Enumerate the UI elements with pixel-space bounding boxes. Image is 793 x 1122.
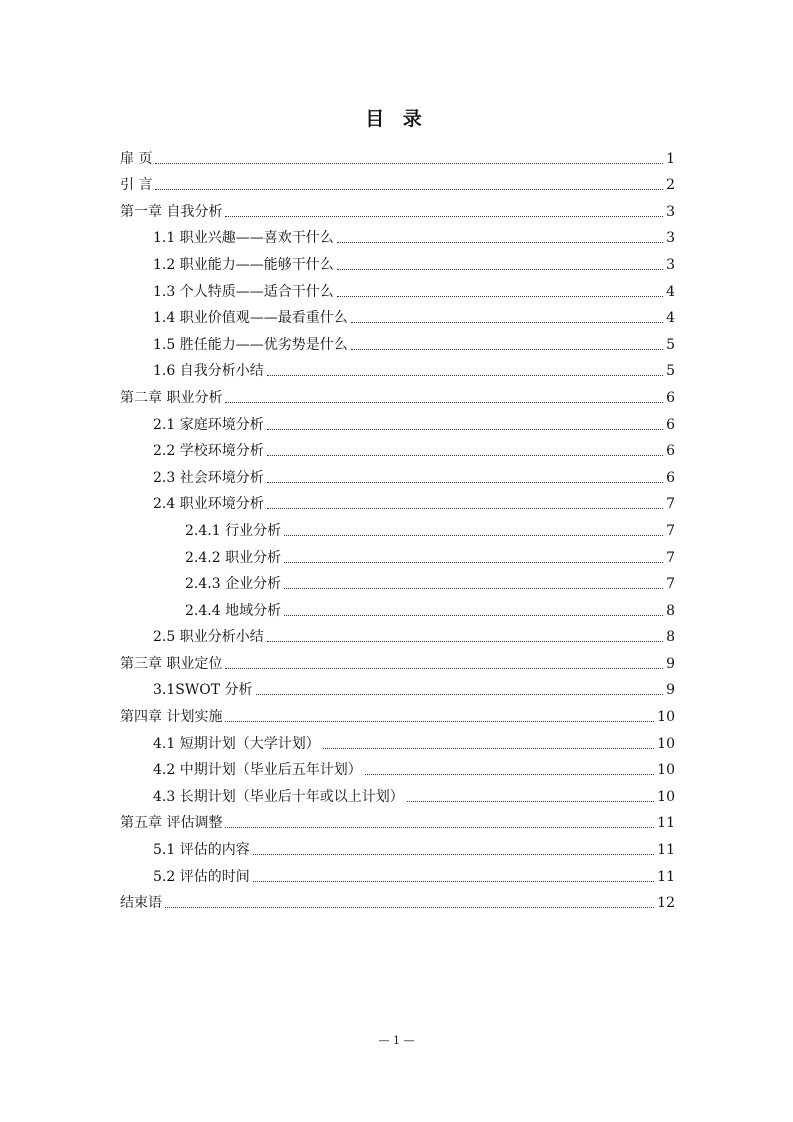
toc-entry[interactable]: [120, 886, 675, 913]
toc-entry[interactable]: [120, 487, 675, 514]
toc-entry[interactable]: [120, 779, 675, 806]
dot-leader: [225, 667, 663, 669]
toc-entry-label: 2.4.3 企业分析: [185, 576, 282, 593]
page-footer: — 1 —: [378, 1034, 415, 1047]
toc-entry-label: 第二章 职业分析: [120, 389, 223, 406]
dot-leader: [267, 454, 663, 456]
toc-entry-label: 1.3 个人特质——适合干什么: [153, 283, 334, 300]
dot-leader: [155, 188, 663, 190]
toc-entry[interactable]: [120, 327, 675, 354]
toc-entry-label: 2.4.1 行业分析: [185, 522, 282, 539]
toc-entry-label: 引 言: [120, 177, 153, 194]
toc-entry[interactable]: [120, 726, 675, 753]
dot-leader: [165, 906, 654, 908]
toc-entry-label: 2.4.2 职业分析: [185, 549, 282, 566]
dot-leader: [267, 481, 663, 483]
dot-leader: [337, 241, 663, 243]
toc-entry-page-number: 8: [666, 629, 675, 646]
toc-entry-page-number: 7: [666, 549, 675, 566]
toc-entry-page-number: 10: [657, 762, 675, 779]
toc-entry-label: 2.2 学校环境分析: [153, 443, 264, 460]
toc-entry-page-number: 11: [657, 868, 675, 885]
dot-leader: [225, 215, 663, 217]
toc-entry-label: 2.4.4 地域分析: [185, 602, 282, 619]
toc-entry-label: 第四章 计划实施: [120, 709, 223, 726]
toc-entry-page-number: 1: [666, 150, 675, 167]
toc-entry-page-number: 3: [666, 230, 675, 247]
toc-entry-label: 第一章 自我分析: [120, 203, 223, 220]
toc-entry-label: 1.5 胜任能力——优劣势是什么: [153, 336, 348, 353]
dot-leader: [337, 268, 663, 270]
toc-entry[interactable]: [120, 407, 675, 434]
toc-entry[interactable]: [120, 806, 675, 833]
toc-entry-page-number: 6: [666, 443, 675, 460]
toc-entry-page-number: 10: [657, 788, 675, 805]
table-of-contents: [120, 141, 675, 912]
toc-entry[interactable]: [120, 380, 675, 407]
dot-leader: [351, 321, 663, 323]
toc-entry[interactable]: [120, 247, 675, 274]
toc-entry-label: 4.2 中期计划（毕业后五年计划）: [153, 762, 362, 779]
dot-leader: [253, 853, 654, 855]
toc-entry[interactable]: [120, 194, 675, 221]
dot-leader: [337, 295, 663, 297]
toc-entry[interactable]: [120, 513, 675, 540]
dot-leader: [407, 800, 654, 802]
toc-entry-label: 4.1 短期计划（大学计划）: [153, 735, 320, 752]
toc-entry-label: 扉 页: [120, 150, 153, 167]
toc-entry-label: 1.4 职业价值观——最看重什么: [153, 310, 348, 327]
dot-leader: [284, 561, 663, 563]
toc-entry[interactable]: [120, 354, 675, 381]
toc-entry[interactable]: [120, 646, 675, 673]
toc-entry-label: 2.5 职业分析小结: [153, 629, 264, 646]
toc-entry[interactable]: [120, 620, 675, 647]
toc-entry[interactable]: [120, 593, 675, 620]
dot-leader: [284, 587, 663, 589]
toc-entry-page-number: 3: [666, 203, 675, 220]
toc-entry-label: 5.1 评估的内容: [153, 842, 250, 859]
dot-leader: [267, 640, 663, 642]
toc-entry-page-number: 7: [666, 576, 675, 593]
toc-entry[interactable]: [120, 274, 675, 301]
toc-entry-page-number: 12: [657, 895, 675, 912]
dot-leader: [225, 826, 654, 828]
toc-entry-page-number: 6: [666, 389, 675, 406]
toc-entry-page-number: 10: [657, 735, 675, 752]
toc-entry-label: 2.3 社会环境分析: [153, 469, 264, 486]
toc-entry[interactable]: [120, 168, 675, 195]
toc-entry-page-number: 6: [666, 469, 675, 486]
dot-leader: [225, 401, 663, 403]
dot-leader: [256, 693, 664, 695]
toc-entry-page-number: 8: [666, 602, 675, 619]
toc-entry-label: 5.2 评估的时间: [153, 868, 250, 885]
toc-entry-page-number: 3: [666, 256, 675, 273]
toc-entry[interactable]: [120, 699, 675, 726]
dot-leader: [284, 614, 663, 616]
toc-entry-page-number: 4: [666, 283, 675, 300]
toc-entry-page-number: 11: [657, 842, 675, 859]
toc-entry-page-number: 7: [666, 522, 675, 539]
toc-entry[interactable]: [120, 753, 675, 780]
toc-entry-page-number: 2: [666, 177, 675, 194]
toc-entry-label: 3.1SWOT 分析: [153, 682, 253, 699]
toc-entry[interactable]: [120, 460, 675, 487]
toc-entry-page-number: 5: [666, 336, 675, 353]
toc-entry-page-number: 9: [666, 682, 675, 699]
toc-entry-label: 4.3 长期计划（毕业后十年或以上计划）: [153, 788, 404, 805]
page-title: 目 录: [365, 108, 428, 130]
toc-entry-label: 结束语: [120, 895, 162, 912]
toc-entry-page-number: 6: [666, 416, 675, 433]
toc-entry-page-number: 9: [666, 655, 675, 672]
dot-leader: [365, 773, 654, 775]
dot-leader: [267, 428, 663, 430]
toc-entry-page-number: 10: [657, 709, 675, 726]
toc-entry-page-number: 7: [666, 496, 675, 513]
toc-entry-label: 2.1 家庭环境分析: [153, 416, 264, 433]
dot-leader: [267, 507, 663, 509]
toc-entry[interactable]: [120, 141, 675, 168]
toc-entry[interactable]: [120, 859, 675, 886]
toc-entry[interactable]: [120, 434, 675, 461]
toc-entry-label: 第三章 职业定位: [120, 655, 223, 672]
toc-entry[interactable]: [120, 673, 675, 700]
toc-entry-page-number: 5: [666, 363, 675, 380]
toc-entry[interactable]: [120, 832, 675, 859]
dot-leader: [284, 534, 663, 536]
toc-entry-label: 1.1 职业兴趣——喜欢干什么: [153, 230, 334, 247]
dot-leader: [155, 162, 663, 164]
toc-entry[interactable]: [120, 540, 675, 567]
toc-entry-label: 1.2 职业能力——能够干什么: [153, 256, 334, 273]
toc-entry-label: 1.6 自我分析小结: [153, 363, 264, 380]
dot-leader: [351, 348, 663, 350]
dot-leader: [225, 720, 654, 722]
dot-leader: [253, 880, 654, 882]
toc-entry-page-number: 4: [666, 310, 675, 327]
dot-leader: [267, 374, 663, 376]
toc-entry-label: 第五章 评估调整: [120, 815, 223, 832]
dot-leader: [323, 747, 654, 749]
toc-entry[interactable]: [120, 221, 675, 248]
toc-entry-page-number: 11: [657, 815, 675, 832]
toc-entry[interactable]: [120, 301, 675, 328]
toc-entry-label: 2.4 职业环境分析: [153, 496, 264, 513]
toc-entry[interactable]: [120, 567, 675, 594]
